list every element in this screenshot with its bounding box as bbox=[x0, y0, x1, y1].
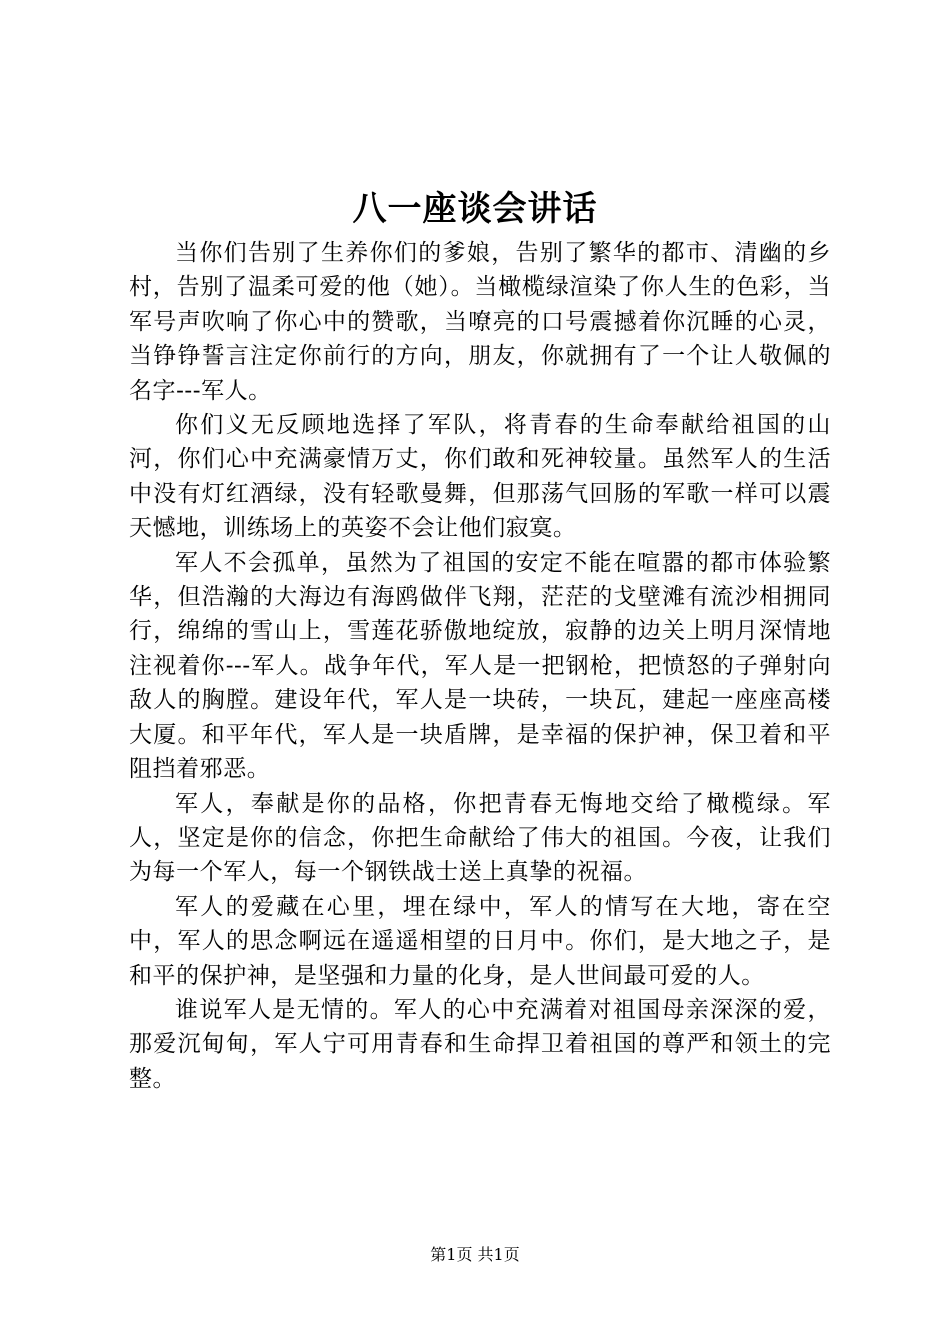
paragraph-2: 你们义无反顾地选择了军队，将青春的生命奉献给祖国的山河，你们心中充满豪情万丈，你们敢和死神较量。虽然军人的生活中没有灯红酒绿，没有轻歌曼舞，但那荡气回肠的军歌一样可以震天憾地，训练场上的英姿不会让他们寂寞。 bbox=[129, 412, 831, 542]
paragraph-4: 军人，奉献是你的品格，你把青春无悔地交给了橄榄绿。军人，坚定是你的信念，你把生命献给了伟大的祖国。今夜，让我们为每一个军人，每一个钢铁战士送上真挚的祝福。 bbox=[129, 790, 831, 886]
document-title: 八一座谈会讲话 bbox=[352, 189, 598, 229]
paragraph-5: 军人的爱藏在心里，埋在绿中，军人的情写在大地，寄在空中，军人的思念啊远在遥遥相望的日月中。你们，是大地之子，是和平的保护神，是坚强和力量的化身，是人世间最可爱的人。 bbox=[129, 893, 831, 989]
paragraph-3: 军人不会孤单，虽然为了祖国的安定不能在喧嚣的都市体验繁华，但浩瀚的大海边有海鸥做伴飞翔，茫茫的戈壁滩有流沙相拥同行，绵绵的雪山上，雪莲花骄傲地绽放，寂静的边关上明月深情地注视着你---军人。战争年代，军人是一把钢枪，把愤怒的子弹射向敌人的胸膛。建设年代，军人是一块砖，一块瓦，建起一座座高楼大厦。和平年代，军人是一块盾牌，是幸福的保护神，保卫着和平阻挡着邪恶。 bbox=[129, 549, 831, 783]
document-body bbox=[129, 236, 831, 1096]
page-number-footer: 第1页 共1页 bbox=[430, 1245, 520, 1264]
paragraph-6: 谁说军人是无情的。军人的心中充满着对祖国母亲深深的爱，那爱沉甸甸，军人宁可用青春和生命捍卫着祖国的尊严和领土的完整。 bbox=[129, 996, 831, 1092]
paragraph-1: 当你们告别了生养你们的爹娘，告别了繁华的都市、清幽的乡村，告别了温柔可爱的他（她）。当橄榄绿渲染了你人生的色彩，当军号声吹响了你心中的赞歌，当嘹亮的口号震撼着你沉睡的心灵，当铮铮誓言注定你前行的方向，朋友，你就拥有了一个让人敬佩的名字---军人。 bbox=[129, 240, 831, 404]
